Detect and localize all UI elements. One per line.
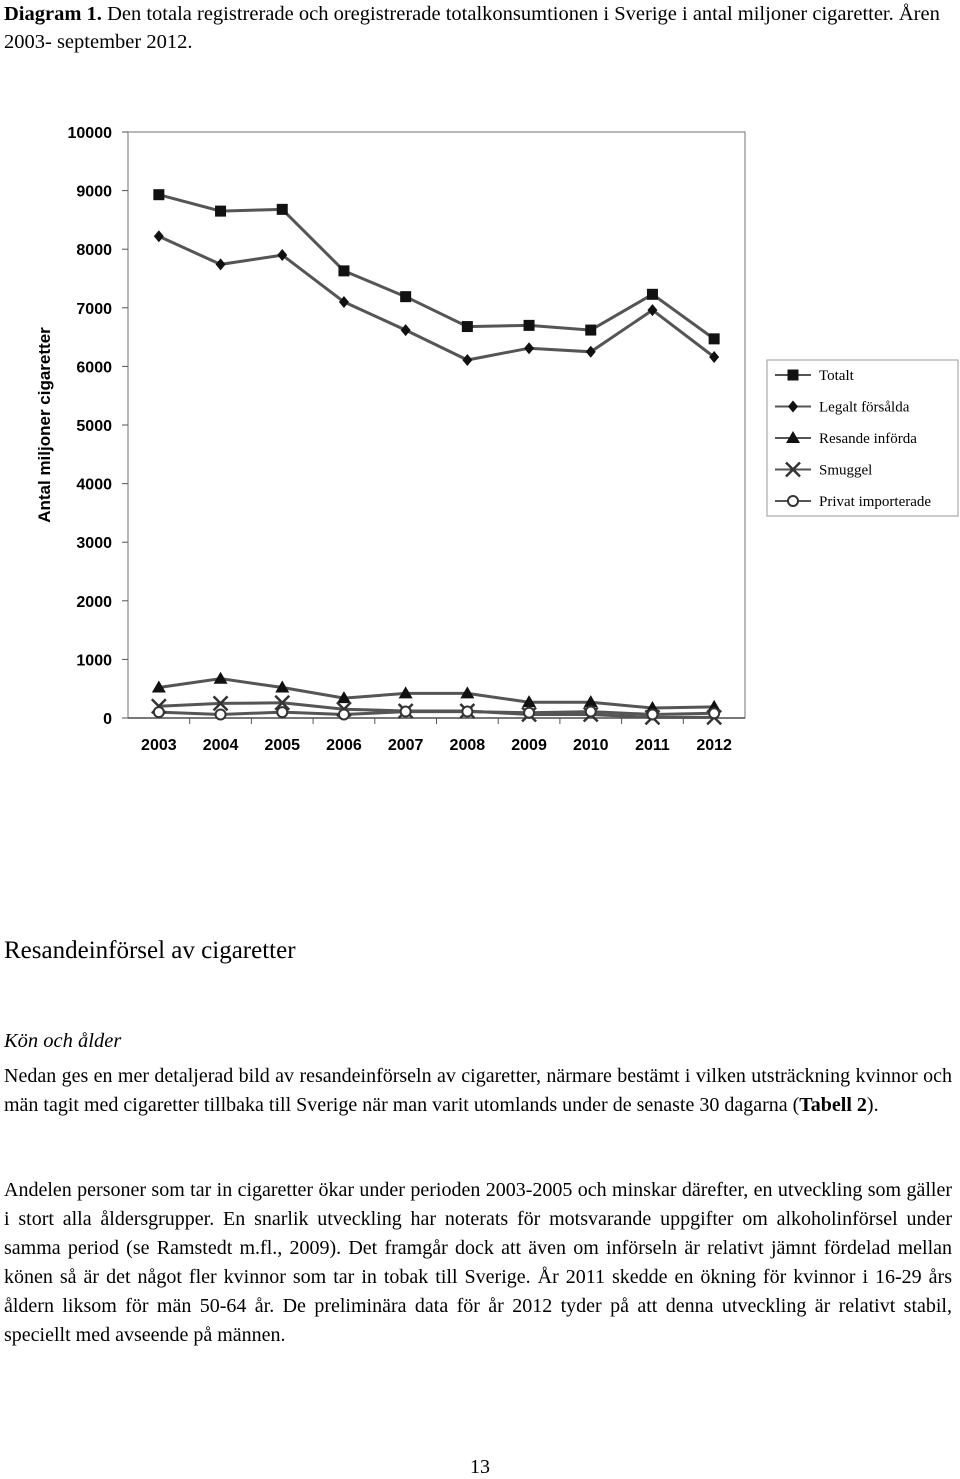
- section-heading: Resandeinförsel av cigaretter: [4, 937, 296, 964]
- chart-legend: [767, 360, 958, 516]
- y-tick-label: 0: [103, 711, 112, 728]
- data-point-totalt: [338, 265, 349, 276]
- paragraph-trend: Andelen personer som tar in cigaretter ökar under perioden 2003-2005 och minskar därefter, en utveckling som gäller i stort alla åldersgrupper. En snarlik utveckling har noterats för motsvarande uppgifter om alkoholinförsel under samma period (se Ramstedt m.fl., 2009). Det framgår dock att även om införseln är relativt jämnt fördelad mellan könen så är det något fler kvinnor som tar in tobak till Sverige. År 2011 skedde en ökning för kvinnor i 16-29 års åldern liksom för män 50-64 år. De preliminära data för år 2012 tyder på att denna utveckling är relativt stabil, speciellt med avseende på männen.: [4, 1179, 952, 1346]
- table-reference: Tabell 2: [799, 1094, 867, 1116]
- series-lines: [159, 195, 714, 718]
- data-point-privat-importerade: [462, 707, 472, 717]
- legend-swatch-marker-privat-importerade: [788, 496, 798, 506]
- paragraph-intro: [4, 1062, 952, 1120]
- y-tick-label: 6000: [76, 359, 112, 377]
- data-point-privat-importerade: [339, 709, 349, 719]
- plot-area-frame: [128, 132, 745, 718]
- x-tick-label: 2010: [572, 737, 609, 754]
- data-point-privat-importerade: [586, 707, 596, 717]
- data-point-totalt: [215, 206, 226, 217]
- y-tick-label: 7000: [76, 300, 112, 318]
- data-point-legalt-forsalda: [462, 354, 472, 366]
- legend-label-totalt: Totalt: [819, 368, 854, 384]
- data-point-privat-importerade: [647, 709, 657, 719]
- data-point-totalt: [709, 333, 720, 344]
- x-tick-label: 2003: [141, 737, 177, 754]
- data-point-totalt: [585, 325, 596, 336]
- data-point-privat-importerade: [216, 709, 226, 719]
- legend-label-resande-inforda: Resande införda: [819, 431, 917, 447]
- figure-label: Diagram 1.: [4, 3, 102, 25]
- data-point-totalt: [277, 204, 288, 215]
- legend-label-privat-importerade: Privat importerade: [819, 494, 932, 510]
- data-point-legalt-forsalda: [401, 324, 411, 336]
- y-tick-label: 3000: [76, 535, 112, 553]
- data-point-legalt-forsalda: [586, 346, 596, 358]
- data-point-totalt: [524, 320, 535, 331]
- data-point-privat-importerade: [154, 707, 164, 717]
- x-tick-label: 2004: [202, 737, 239, 754]
- page-number: 13: [470, 1456, 490, 1478]
- figure-caption: [4, 0, 954, 56]
- data-point-legalt-forsalda: [524, 342, 534, 354]
- series-line-totalt: [159, 195, 714, 339]
- y-tick-label: 4000: [76, 476, 112, 494]
- x-tick-label: 2012: [696, 737, 732, 754]
- x-tick-label: 2008: [449, 737, 486, 754]
- x-tick-label: 2011: [635, 737, 670, 754]
- paragraph-intro-end: ).: [866, 1094, 879, 1116]
- section-subheading: Kön och ålder: [4, 1030, 122, 1052]
- data-point-totalt: [647, 289, 658, 300]
- x-tick-label: 2007: [387, 737, 424, 754]
- x-tick-label: 2009: [511, 737, 547, 754]
- data-point-privat-importerade: [401, 707, 411, 717]
- data-point-legalt-forsalda: [154, 230, 164, 242]
- data-point-totalt: [400, 291, 411, 302]
- data-point-resande-inforda: [214, 672, 228, 684]
- legend-label-legalt-forsalda: Legalt försålda: [819, 399, 910, 416]
- y-tick-label: 2000: [76, 593, 112, 611]
- figure-caption-text: Den totala registrerade och oregistrerade totalkonsumtionen i Sverige i antal miljoner cigaretter. Åren 2003- september 2012.: [4, 3, 940, 53]
- series-markers: [152, 189, 721, 724]
- x-tick-label: 2006: [326, 737, 362, 754]
- y-axis-label: Antal miljoner cigaretter: [35, 327, 54, 523]
- data-point-totalt: [153, 189, 164, 200]
- data-point-legalt-forsalda: [216, 258, 226, 270]
- y-tick-label: 9000: [76, 183, 112, 201]
- paragraph-intro-text: Nedan ges en mer detaljerad bild av resandeinförseln av cigaretter, närmare bestämt i vilken utsträckning kvinnor och män tagit med cigaretter tillbaka till Sverige när man varit utomlands under de senaste 30 dagarna (: [4, 1065, 952, 1116]
- data-point-privat-importerade: [709, 708, 719, 718]
- data-point-totalt: [462, 321, 473, 332]
- y-tick-label: 1000: [76, 652, 112, 670]
- y-tick-label: 5000: [76, 418, 112, 435]
- series-line-legalt-forsalda: [159, 236, 714, 360]
- chart-axes: [68, 125, 746, 754]
- legend-swatch-marker-totalt: [788, 370, 799, 381]
- legend-label-smuggel: Smuggel: [819, 462, 873, 479]
- y-tick-label: 10000: [67, 125, 112, 142]
- data-point-privat-importerade: [277, 707, 287, 717]
- series-line-privat-importerade: [159, 712, 714, 715]
- consumption-line-chart: [0, 100, 960, 760]
- data-point-privat-importerade: [524, 708, 534, 718]
- x-tick-label: 2005: [264, 737, 301, 754]
- y-tick-label: 8000: [76, 242, 112, 260]
